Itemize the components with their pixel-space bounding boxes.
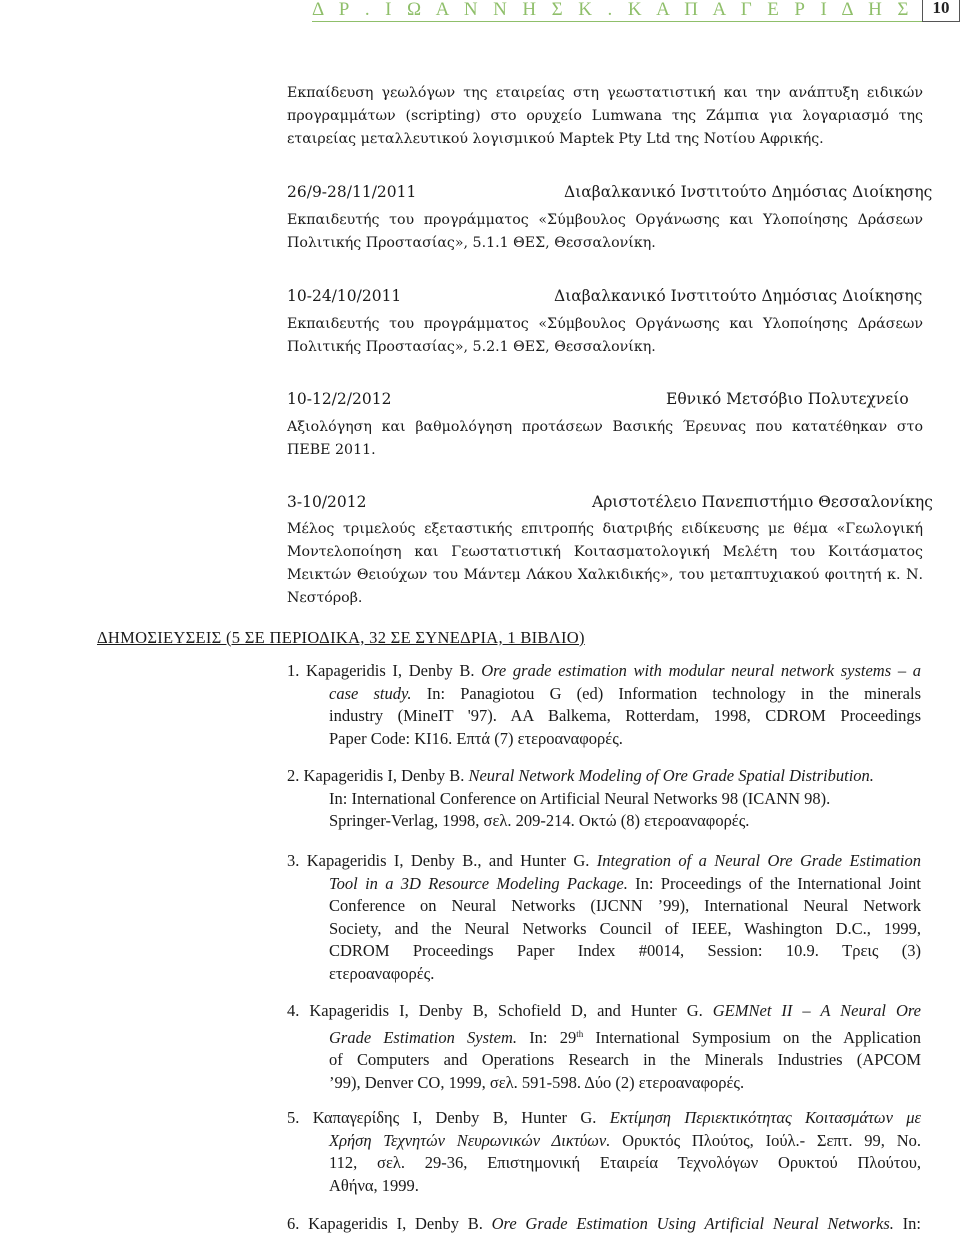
publications-section-title: ΔΗΜΟΣΙΕΥΣΕΙΣ (5 ΣΕ ΠΕΡΙΟΔΙΚΑ, 32 ΣΕ ΣΥΝΕΔΡΙΑ, 1 ΒΙΒΛΙΟ) xyxy=(97,628,585,647)
intro-paragraph: Εκπαίδευση γεωλόγων της εταιρείας στη γεωστατιστική και την ανάπτυξη ειδικών προγραμμάτων (scripting) στο ορυχείο Lumwana της Ζάμπια για λογαριασμό της εταιρείας μεταλλευτικού λογισμικού Maptek Pty Ltd της Νοτίου Αφρικής. xyxy=(287,85,923,147)
entry-institution: Διαβαλκανικό Ινστιτούτο Δημόσιας Διοίκησης xyxy=(564,183,933,201)
entry-1-description: Εκπαιδευτής του προγράμματος «Σύμβουλος Οργάνωσης και Υλοποίησης Δράσεων Πολιτικής Προστασίας», 5.1.1 ΘΕΣ, Θεσσαλονίκη. xyxy=(287,212,923,251)
publication-5: 5. Καπαγερίδης Ι, Denby B, Hunter G. Εκτίμηση Περιεκτικότητας Κοιτασμάτων με Χρήση Τεχνητών Νευρωνικών Δικτύων. Ορυκτός Πλούτος, Ιούλ.- Σεπτ. 99, Νο. 112, σελ. 29-36, Επιστημονική Εταιρεία Τεχνολόγων Ορυκτού Πλούτου, Αθήνα, 1999. xyxy=(287,1108,921,1195)
publication-2: 2. Kapageridis I, Denby B. Neural Network Modeling of Ore Grade Spatial Distribution. In: International Conference on Artificial Neural Networks 98 (ICANN 98). Springer-Verlag, 1998, σελ. 209-214. Οκτώ (8) ετεροαναφορές. xyxy=(287,766,874,830)
entry-date: 10-24/10/2011 xyxy=(287,287,402,305)
entry-4-description: Μέλος τριμελούς εξεταστικής επιτροπής διατριβής ειδίκευσης με θέμα «Γεωλογική Μοντελοποίηση και Γεωστατιστική Κοιτασματολογική Μελέτη του Κοιτάσματος Μεικτών Θειούχων του Μάντεμ Λάκου Χαλκιδικής», του μεταπτυχιακού φοιτητή κ. Ν. Νεστόροβ. xyxy=(287,521,923,606)
publication-3: 3. Kapageridis I, Denby B., and Hunter G. Integration of a Neural Ore Grade Estimation Tool in a 3D Resource Modeling Package. In: Proceedings of the International Joint Conference on Neural Networks (IJCNN ’99), International Neural Network Society, and the Neural Networks Council of IEEE, Washington D.C., 1999, CDROM Proceedings Paper Index #0014, Session: 10.9. Τρεις (3) ετεροαναφορές. xyxy=(287,851,922,983)
publication-6: 6. Kapageridis I, Denby B. Ore Grade Estimation Using Artificial Neural Networks. In: xyxy=(287,1214,921,1233)
publication-1: 1. Kapageridis I, Denby B. Ore grade estimation with modular neural network systems – a case study. In: Panagiotou G (ed) Information technology in the minerals industry (MineIT '97). AA Balkema, Rotterdam, 1998, CDROM Proceedings Paper Code: KI16. Επτά (7) ετεροαναφορές. xyxy=(287,661,921,748)
entry-1-header xyxy=(287,181,933,204)
page-number-box xyxy=(922,0,960,22)
entry-date: 10-12/2/2012 xyxy=(287,390,392,408)
entry-institution: Αριστοτέλειο Πανεπιστήμιο Θεσσαλονίκης xyxy=(592,493,933,511)
entry-date: 3-10/2012 xyxy=(287,493,367,511)
entry-3-description: Αξιολόγηση και βαθμολόγηση προτάσεων Βασικής Έρευνας που κατατέθηκαν στο ΠΕΒΕ 2011. xyxy=(287,419,923,458)
page-number: 10 xyxy=(932,0,950,17)
page-header xyxy=(0,0,960,24)
entry-2-header xyxy=(287,285,923,308)
header-rule xyxy=(312,21,922,22)
entry-institution: Εθνικό Μετσόβιο Πολυτεχνείο xyxy=(666,390,909,408)
publication-4: 4. Kapageridis I, Denby B, Schofield D, and Hunter G. GEMNet II – A Neural Ore Grade Estimation System. In: 29th International Symposium on the Application of Computers and Operations Research in the Minerals Industries (APCOM ’99), Denver CO, 1999, σελ. 591-598. Δύο (2) ετεροαναφορές. xyxy=(287,1001,922,1092)
header-title: Δ Ρ . Ι Ω Α Ν Ν Η Σ Κ . Κ Α Π Α Γ Ε Ρ Ι Δ Η Σ xyxy=(312,0,914,20)
entry-4-header xyxy=(287,491,933,514)
entry-2-description: Εκπαιδευτής του προγράμματος «Σύμβουλος Οργάνωσης και Υλοποίησης Δράσεων Πολιτικής Προστασίας», 5.2.1 ΘΕΣ, Θεσσαλονίκη. xyxy=(287,316,923,355)
entry-date: 26/9-28/11/2011 xyxy=(287,183,417,201)
entry-3-header xyxy=(287,388,923,411)
entry-institution: Διαβαλκανικό Ινστιτούτο Δημόσιας Διοίκησης xyxy=(554,287,923,305)
